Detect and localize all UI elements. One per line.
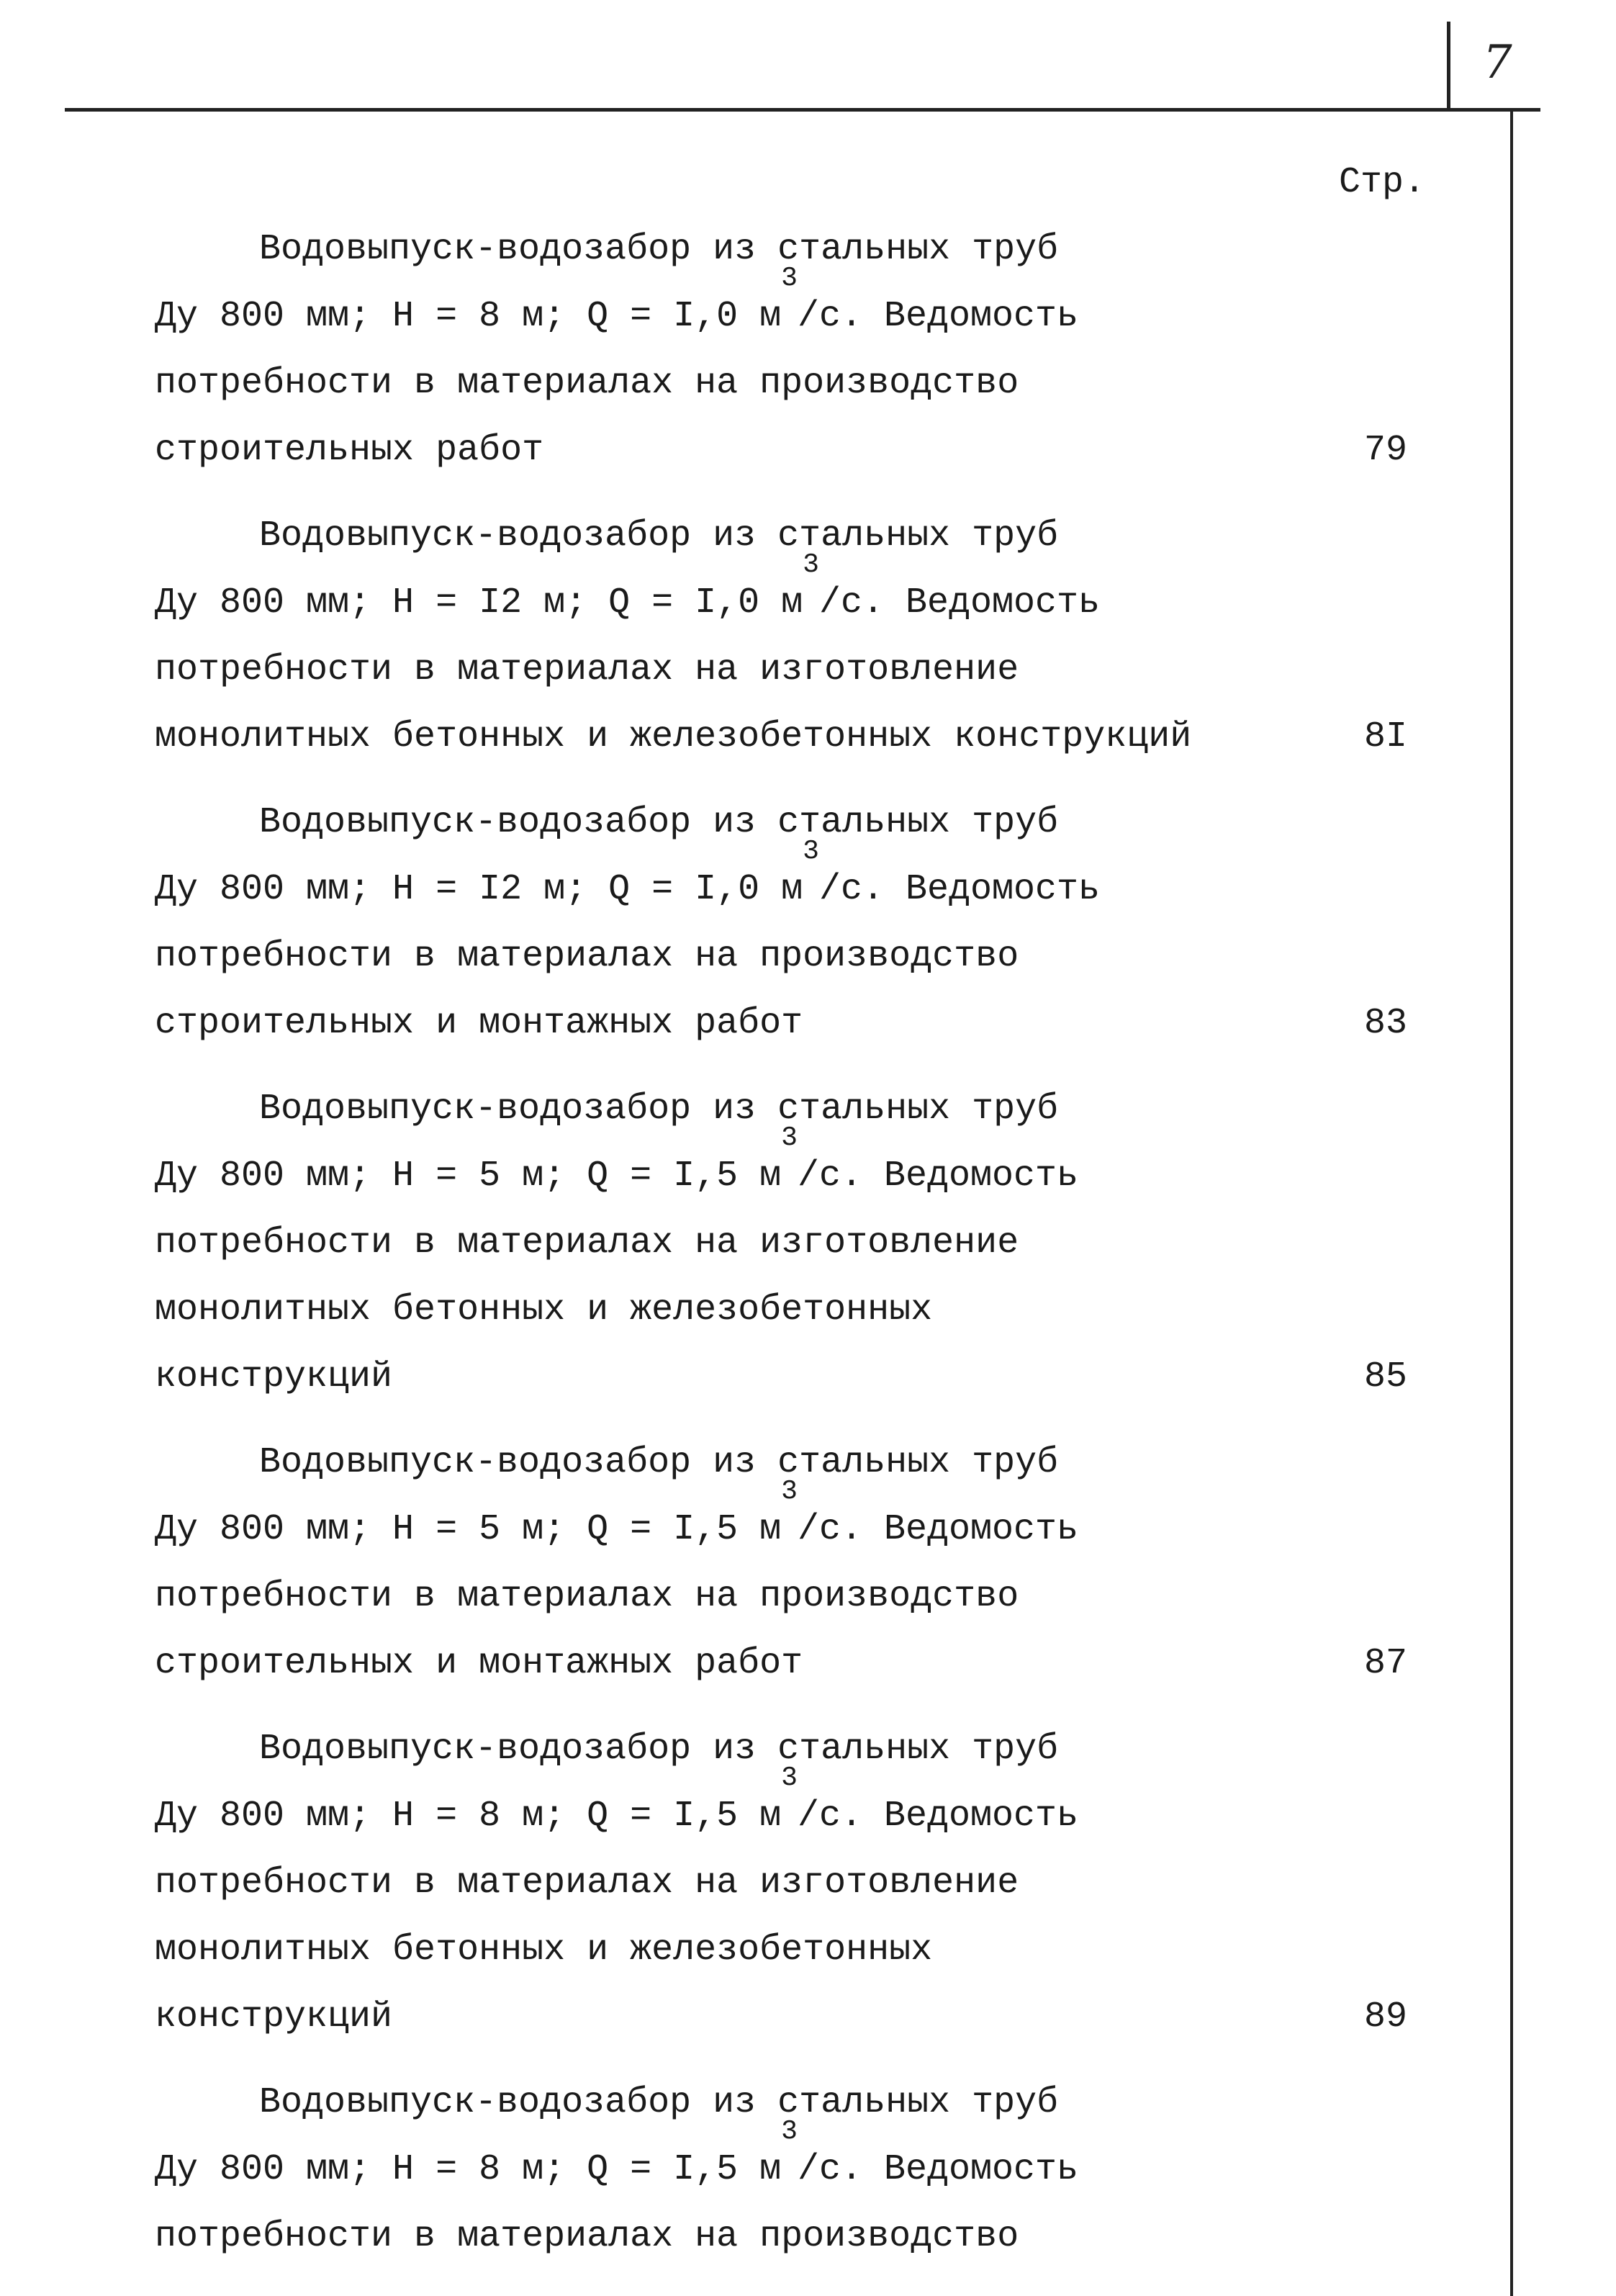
entry-desc-line: строительных работ bbox=[155, 430, 544, 471]
entry-title-line: Водовыпуск-водозабор из стальных труб bbox=[259, 1442, 1059, 1483]
unit-exponent: 3 bbox=[803, 549, 819, 580]
params-text-end: /с. Ведомость bbox=[818, 582, 1101, 623]
params-text: Ду 800 мм; Н = 5 м; Q = I,5 м bbox=[155, 1509, 782, 1550]
entry-params-line bbox=[155, 1762, 1407, 1850]
entry-desc-line: монолитных бетонных и железобетонных конструкций bbox=[155, 716, 1192, 757]
params-text: Ду 800 мм; Н = 5 м; Q = I,5 м bbox=[155, 1156, 782, 1197]
unit-exponent: 3 bbox=[781, 1762, 798, 1793]
params-text-end: /с. Ведомость bbox=[818, 869, 1101, 910]
entry-title-line: Водовыпуск-водозабор из стальных труб bbox=[259, 229, 1059, 270]
params-text-end: /с. Ведомость bbox=[797, 1796, 1079, 1837]
entry-params-line bbox=[155, 549, 1407, 636]
toc-entry bbox=[155, 503, 1407, 770]
entry-params-line bbox=[155, 836, 1407, 923]
entry-page-number: 8I bbox=[1363, 716, 1407, 757]
entry-desc-line: монолитных бетонных и железобетонных bbox=[155, 1930, 933, 1971]
right-margin-rule bbox=[1510, 109, 1513, 2296]
entry-title-line: Водовыпуск-водозабор из стальных труб bbox=[259, 802, 1059, 843]
params-text: Ду 800 мм; Н = I2 м; Q = I,0 м bbox=[155, 869, 803, 910]
params-text-end: /с. Ведомость bbox=[797, 2149, 1079, 2190]
top-vertical-rule bbox=[1447, 22, 1450, 109]
toc-entry bbox=[155, 216, 1407, 484]
page-column-header: Стр. bbox=[1339, 162, 1426, 203]
entry-title-line: Водовыпуск-водозабор из стальных труб bbox=[259, 2082, 1059, 2123]
toc-list bbox=[155, 216, 1407, 2289]
header-rule bbox=[65, 108, 1540, 112]
entry-page-number: 89 bbox=[1363, 1996, 1407, 2038]
entry-page-number: 87 bbox=[1363, 1643, 1407, 1684]
toc-entry bbox=[155, 1716, 1407, 2050]
params-text-end: /с. Ведомость bbox=[797, 1509, 1079, 1550]
unit-exponent: 3 bbox=[781, 1122, 798, 1153]
unit-exponent: 3 bbox=[781, 263, 798, 294]
entry-page-number: 83 bbox=[1363, 1003, 1407, 1044]
params-text: Ду 800 мм; Н = 8 м; Q = I,0 м bbox=[155, 296, 782, 337]
entry-params-line bbox=[155, 1476, 1407, 1563]
entry-params-line bbox=[155, 2116, 1407, 2203]
entry-desc-line: потребности в материалах на производство bbox=[155, 1576, 1019, 1617]
unit-exponent: 3 bbox=[781, 1476, 798, 1507]
entry-page-number: 85 bbox=[1363, 1356, 1407, 1397]
unit-exponent: 3 bbox=[781, 2116, 798, 2147]
entry-desc-line: строительных и монтажных работ bbox=[155, 1003, 803, 1044]
entry-title-line: Водовыпуск-водозабор из стальных труб bbox=[259, 1089, 1059, 1130]
params-text: Ду 800 мм; Н = 8 м; Q = I,5 м bbox=[155, 2149, 782, 2190]
params-text: Ду 800 мм; Н = I2 м; Q = I,0 м bbox=[155, 582, 803, 623]
params-text: Ду 800 мм; Н = 8 м; Q = I,5 м bbox=[155, 1796, 782, 1837]
toc-entry bbox=[155, 1429, 1407, 1697]
unit-exponent: 3 bbox=[803, 836, 819, 867]
entry-desc-line: потребности в материалах на изготовление bbox=[155, 1223, 1019, 1264]
entry-desc-line: строительных и монтажных работ bbox=[155, 1643, 803, 1684]
entry-desc-line: потребности в материалах на изготовление bbox=[155, 649, 1019, 690]
entry-title-line: Водовыпуск-водозабор из стальных труб bbox=[259, 1729, 1059, 1770]
entry-desc-line: конструкций bbox=[155, 1996, 393, 2038]
toc-entry bbox=[155, 789, 1407, 1057]
params-text-end: /с. Ведомость bbox=[797, 296, 1079, 337]
entry-desc-line: потребности в материалах на производство bbox=[155, 936, 1019, 977]
entry-page-number: 79 bbox=[1363, 430, 1407, 471]
entry-desc-line: монолитных бетонных и железобетонных bbox=[155, 1289, 933, 1331]
entry-desc-line: потребности в материалах на производство bbox=[155, 2216, 1019, 2257]
entry-params-line bbox=[155, 1122, 1407, 1210]
entry-title-line: Водовыпуск-водозабор из стальных труб bbox=[259, 516, 1059, 557]
page-number: 7 bbox=[1483, 36, 1512, 89]
entry-desc-line: потребности в материалах на изготовление bbox=[155, 1863, 1019, 1904]
entry-params-line bbox=[155, 263, 1407, 350]
entry-desc-line: конструкций bbox=[155, 1356, 393, 1397]
entry-desc-line: потребности в материалах на производство bbox=[155, 363, 1019, 404]
toc-entry bbox=[155, 2069, 1407, 2270]
toc-entry bbox=[155, 1076, 1407, 1410]
params-text-end: /с. Ведомость bbox=[797, 1156, 1079, 1197]
